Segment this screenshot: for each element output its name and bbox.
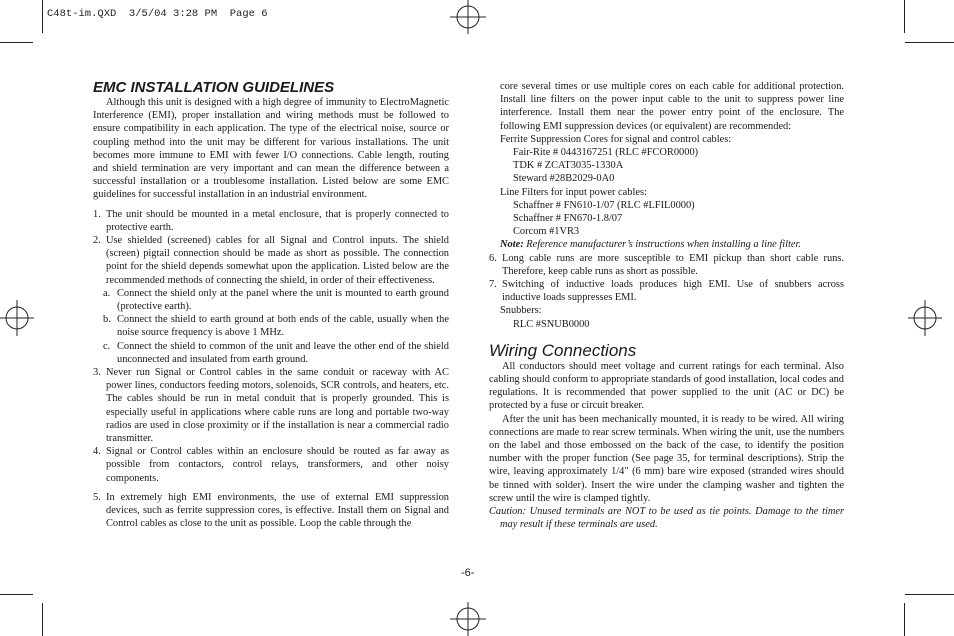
crop-mark-bl-h	[0, 594, 33, 595]
list-item: 7. Switching of inductive loads produces high EMI. Use of snubbers across inductive loads suppresses EMI.	[489, 279, 844, 304]
filter-item: Schaffner # FN670-1.8/07	[513, 213, 623, 225]
filter-item: Corcom #1VR3	[513, 226, 580, 238]
registration-mark-right	[908, 300, 942, 336]
crop-mark-bl-v	[42, 603, 43, 636]
ferrite-item: TDK # ZCAT3035-1330A	[513, 160, 624, 172]
emc-intro: Although this unit is designed with a high degree of immunity to ElectroMagnetic Interference (EMI), proper installation and wiring methods must be followed to ensure compatibility in each application. The type of the electrical noise, source or coupling method into the unit may be different for various installations. The unit becomes more immune to EMI with fewer I/O connections. Cable length, routing and shield termination are very important and can mean the difference between a successful installation or a troublesome installation. Listed below are some EMC guidelines for successful installation in an industrial environment.	[93, 97, 449, 201]
wiring-paragraph-1: All conductors should meet voltage and current ratings for each terminal. Also cabling should conform to appropriate standards of good installation, local codes and regulations. It is recommended that power supplied to the unit (AC or DC) be protected by a fuse or circuit breaker.	[489, 360, 844, 412]
right-column	[489, 80, 844, 532]
crop-mark-tr-v	[904, 0, 905, 33]
list-item: 1. The unit should be mounted in a metal enclosure, that is properly connected to protective earth.	[93, 208, 449, 233]
crop-mark-tl-v	[42, 0, 43, 33]
wiring-paragraph-2: After the unit has been mechanically mounted, it is ready to be wired. All wiring connections are made to rear screw terminals. When wiring the unit, use the numbers on the label and those embossed on the back of the case, to identify the position number with the proper function (See page 35, for terminal descriptions). Strip the wire, leaving approximately 1/4" (6 mm) bare wire exposed (stranded wires should be tinned with solder). Insert the wire under the clamping washer and tighten the screw until the wire is clamped tightly.	[489, 413, 844, 504]
list-item: 5. In extremely high EMI environments, the use of external EMI suppression devices, such as ferrite suppression cores, is effective. Install them on Signal and Control cables as close to the unit as possible. Loop the cable through the	[93, 491, 449, 530]
filter-label: Line Filters for input power cables:	[500, 186, 647, 198]
wiring-caution: Caution: Unused terminals are NOT to be used as tie points. Damage to the timer may result if these terminals are used.	[489, 506, 844, 531]
list-subitem: c. Connect the shield to common of the unit and leave the other end of the shield unconnected and insulated from earth ground.	[103, 340, 449, 365]
ferrite-item: Steward #28B2029-0A0	[513, 173, 615, 185]
list-item: 4. Signal or Control cables within an enclosure should be routed as far away as possible from contactors, control relays, transformers, and other noisy components.	[93, 446, 449, 484]
crop-mark-tl-h	[0, 42, 33, 43]
ferrite-item: Fair-Rite # 0443167251 (RLC #FCOR0000)	[513, 147, 699, 159]
emc-heading: EMC INSTALLATION GUIDELINES	[93, 79, 335, 96]
emc-continued: core several times or use multiple cores on each cable for additional protection. Install line filters on the power input cable to the unit to suppress power line interference. Install them near the power entry point of the enclosure. The following EMI suppression devices (or equivalent) are recommended:	[500, 81, 844, 132]
list-item: 2. Use shielded (screened) cables for all Signal and Control inputs. The shield (screen) pigtail connection should be made as short as possible. The connection point for the shield depends somewhat upon the application. Listed below are the recommended methods of connecting the shield, in order of their effectiveness.	[93, 235, 449, 286]
file-slug: C48t-im.QXD 3/5/04 3:28 PM Page 6	[47, 8, 268, 20]
registration-mark-top	[450, 0, 486, 34]
list-subitem: a. Connect the shield only at the panel where the unit is mounted to earth ground (protective earth).	[103, 287, 449, 313]
note-label: Note:	[500, 239, 524, 251]
crop-mark-tr-h	[905, 42, 954, 43]
filter-item: Schaffner # FN610-1/07 (RLC #LFIL0000)	[513, 199, 695, 211]
crop-mark-br-h	[905, 594, 954, 595]
ferrite-label: Ferrite Suppression Cores for signal and control cables:	[500, 133, 732, 145]
wiring-heading: Wiring Connections	[489, 340, 637, 360]
left-column	[93, 80, 449, 531]
list-item: 6. Long cable runs are more susceptible to EMI pickup than short cable runs. Therefore, keep cable runs as short as possible.	[489, 252, 844, 277]
list-item: 3. Never run Signal or Control cables in the same conduit or raceway with AC power lines, conductors feeding motors, solenoids, SCR controls, and heaters, etc. The cables should be run in metal conduit that is properly grounded. This is especially useful in applications where cable runs are long and portable two-way radios are used in close proximity or if the installation is near a commercial radio transmitter.	[93, 367, 449, 445]
crop-mark-br-v	[904, 603, 905, 636]
filter-note	[489, 238, 844, 251]
note-text: Reference manufacturer’s instructions when installing a line filter.	[526, 239, 802, 251]
registration-mark-left	[0, 300, 34, 336]
registration-mark-bottom	[450, 602, 486, 636]
snubbers-label: Snubbers:	[500, 305, 542, 317]
snubbers-item: RLC #SNUB0000	[513, 318, 590, 330]
page-number: -6-	[461, 567, 475, 579]
list-subitem: b. Connect the shield to earth ground at both ends of the cable, usually when the noise source frequency is above 1 MHz.	[103, 314, 449, 339]
